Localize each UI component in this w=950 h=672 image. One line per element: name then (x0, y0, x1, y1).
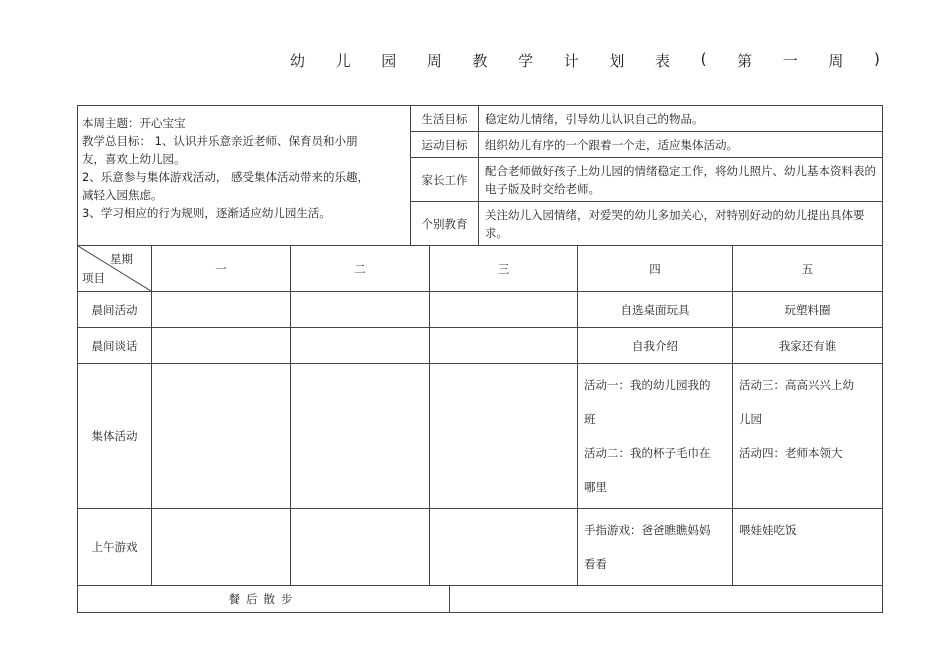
morning-game-fri (733, 509, 883, 586)
empty-cell (291, 509, 430, 586)
title-char: 表 (655, 52, 671, 70)
weekly-schedule-table (77, 245, 883, 613)
activity-line: 哪里 (584, 480, 607, 494)
activity-line: 活动一：我的幼儿园我的 (584, 378, 711, 392)
empty-cell (152, 364, 291, 509)
header-corner-cell (78, 246, 152, 292)
goal-line: 友，喜欢上幼儿园。 (82, 152, 186, 166)
game-line: 看看 (584, 557, 607, 571)
empty-cell (291, 328, 430, 364)
title-char: 划 (609, 52, 625, 70)
title-char: 教 (472, 52, 488, 70)
title-char: 第 (737, 52, 753, 70)
title-char: 学 (518, 52, 534, 70)
corner-weekday-label: 星期 (110, 252, 133, 266)
title-char: ) (873, 50, 880, 68)
title-char: 计 (563, 52, 579, 70)
empty-cell (450, 586, 883, 613)
morning-talk-thu: 自我介绍 (578, 328, 733, 364)
sport-goal-label: 运动目标 (411, 132, 479, 158)
corner-item-label: 项目 (82, 271, 105, 285)
day-header-tue: 二 (291, 246, 430, 292)
empty-cell (430, 509, 578, 586)
goal-line: 2、乐意参与集体游戏活动， 感受集体活动带来的乐趣， (82, 170, 369, 184)
empty-cell (430, 364, 578, 509)
goal-line: 教学总目标： 1、认识并乐意亲近老师、保育员和小朋 (82, 134, 358, 148)
life-goal-label: 生活目标 (411, 106, 479, 132)
theme-goals-cell (78, 106, 411, 246)
individual-edu-value: 关注幼儿入园情绪，对爱哭的幼儿多加关心，对特别好动的幼儿提出具体要求。 (479, 202, 883, 246)
day-header-wed: 三 (430, 246, 578, 292)
empty-cell (152, 328, 291, 364)
morning-activity-fri: 玩塑料圈 (733, 292, 883, 328)
title-char: ( (700, 50, 707, 68)
activity-line: 活动三：高高兴兴上幼 (739, 378, 854, 392)
title-char: 周 (828, 52, 844, 70)
title-char: 幼 (290, 52, 306, 70)
activity-line: 活动四：老师本领大 (739, 446, 843, 460)
individual-edu-label: 个别教育 (411, 202, 479, 246)
title-char: 儿 (335, 52, 351, 70)
after-meal-walk-cell (78, 586, 450, 613)
morning-game-thu (578, 509, 733, 586)
activity-line: 班 (584, 412, 596, 426)
parent-work-label: 家长工作 (411, 158, 479, 202)
day-header-fri: 五 (733, 246, 883, 292)
group-activity-thu (578, 364, 733, 509)
game-line: 手指游戏：爸爸瞧瞧妈妈 (584, 523, 711, 537)
goal-line: 减轻入园焦虑。 (82, 188, 163, 202)
activity-line: 活动二：我的杯子毛巾在 (584, 446, 711, 460)
empty-cell (291, 364, 430, 509)
weekly-info-table (77, 105, 883, 246)
row-label-morning-game: 上午游戏 (78, 509, 152, 586)
empty-cell (291, 292, 430, 328)
morning-talk-fri: 我家还有谁 (733, 328, 883, 364)
morning-activity-thu: 自选桌面玩具 (578, 292, 733, 328)
empty-cell (152, 509, 291, 586)
life-goal-value: 稳定幼儿情绪，引导幼儿认识自己的物品。 (479, 106, 883, 132)
empty-cell (152, 292, 291, 328)
title-char: 周 (426, 52, 442, 70)
sport-goal-value: 组织幼儿有序的一个跟着一个走，适应集体活动。 (479, 132, 883, 158)
title-char: 一 (782, 52, 798, 70)
weekly-theme: 本周主题：开心宝宝 (82, 116, 186, 130)
group-activity-fri (733, 364, 883, 509)
goal-line: 3、学习相应的行为规则，逐渐适应幼儿园生活。 (82, 206, 331, 220)
game-line: 喂娃娃吃饭 (739, 523, 797, 537)
row-label-morning-talk: 晨间谈话 (78, 328, 152, 364)
row-label-group-activity: 集体活动 (78, 364, 152, 509)
page-title (290, 50, 880, 71)
empty-cell (430, 328, 578, 364)
day-header-mon: 一 (152, 246, 291, 292)
activity-line: 儿园 (739, 412, 762, 426)
title-char: 园 (381, 52, 397, 70)
parent-work-value: 配合老师做好孩子上幼儿园的情绪稳定工作，将幼儿照片、幼儿基本资料表的电子版及时交给老师。 (479, 158, 883, 202)
empty-cell (430, 292, 578, 328)
row-label-morning-activity: 晨间活动 (78, 292, 152, 328)
day-header-thu: 四 (578, 246, 733, 292)
after-meal-walk-label: 餐后散步 (228, 592, 299, 606)
